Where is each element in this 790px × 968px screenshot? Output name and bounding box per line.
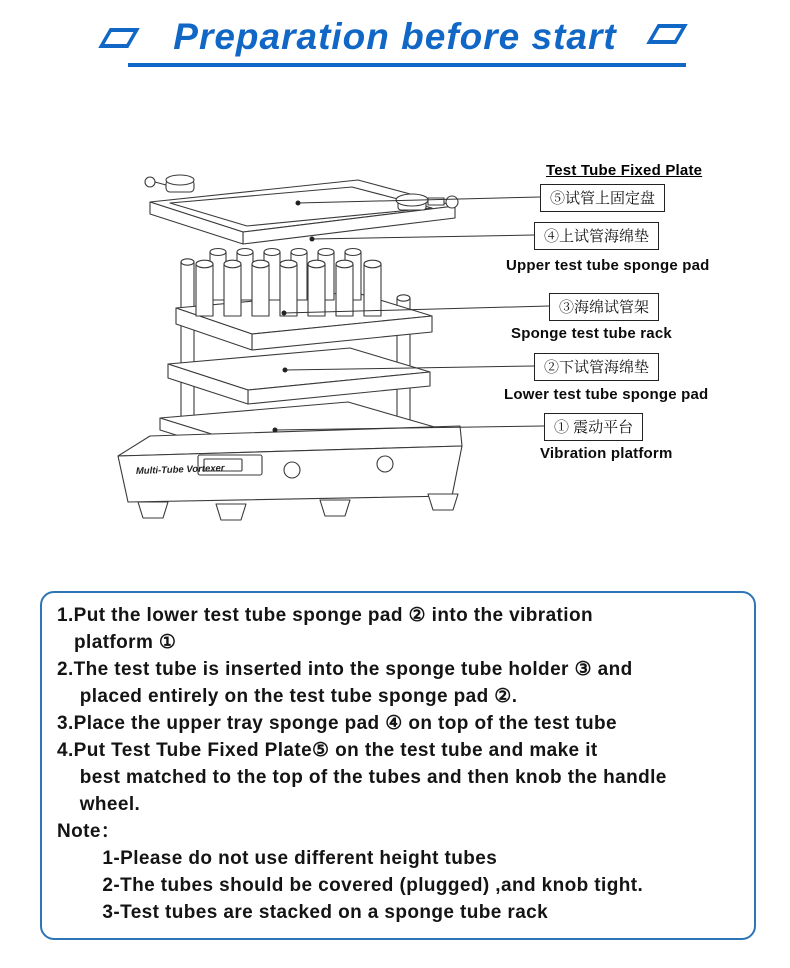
instructions-box (40, 591, 756, 940)
instruction-line: best matched to the top of the tubes and then knob the handle (57, 767, 667, 788)
instruction-line: 3-Test tubes are stacked on a sponge tube rack (57, 902, 549, 923)
callout-box-platform: ① 震动平台 (544, 413, 643, 441)
instruction-line: 4.Put Test Tube Fixed Plate⑤ on the test tube and make it (57, 740, 598, 761)
instruction-line: Note： (57, 821, 121, 842)
instruction-line: 1-Please do not use different height tubes (57, 848, 498, 869)
device-brand-label: Multi-Tube Vortexer (135, 462, 225, 477)
instruction-line: placed entirely on the test tube sponge pad ②. (57, 686, 518, 707)
callout-box-lower-pad: ②下试管海绵垫 (534, 353, 659, 381)
title-underline (128, 63, 686, 67)
callout-heading-fixed-plate: Test Tube Fixed Plate (546, 162, 703, 179)
callout-box-rack: ③海绵试管架 (549, 293, 659, 321)
callout-caption-platform: Vibration platform (540, 445, 673, 462)
callout-box-fixed-plate: ⑤试管上固定盘 (540, 184, 665, 212)
page-title: Preparation before start (173, 16, 617, 57)
callout-caption-rack: Sponge test tube rack (511, 325, 672, 342)
device-exploded-drawing (0, 140, 790, 580)
callout-caption-upper-pad: Upper test tube sponge pad (506, 257, 710, 274)
callout-caption-lower-pad: Lower test tube sponge pad (504, 386, 709, 403)
instruction-line: 2.The test tube is inserted into the sponge tube holder ③ and (57, 659, 633, 680)
instruction-line: platform ① (57, 632, 177, 653)
instruction-line: 1.Put the lower test tube sponge pad ② into the vibration (57, 605, 593, 626)
instruction-line: 3.Place the upper tray sponge pad ④ on top of the test tube (57, 713, 618, 734)
device-diagram-section (0, 140, 790, 580)
instruction-line: wheel. (57, 794, 141, 815)
callout-box-upper-pad: ④上试管海绵垫 (534, 222, 659, 250)
instruction-line: 2-The tubes should be covered (plugged) ,and knob tight. (57, 875, 644, 896)
page-header (0, 0, 790, 90)
